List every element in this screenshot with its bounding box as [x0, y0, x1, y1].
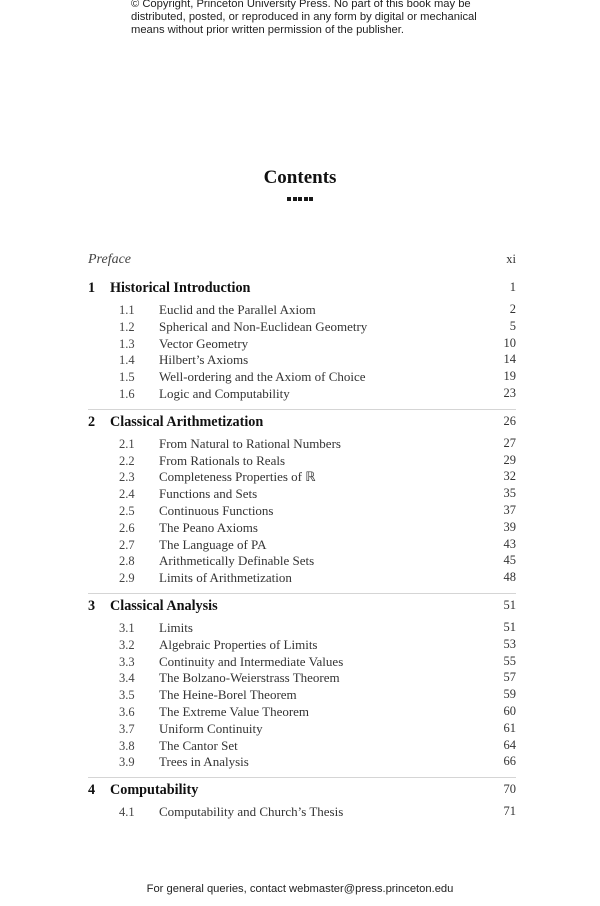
chapter-divider	[88, 777, 516, 778]
section-title: Arithmetically Definable Sets	[159, 553, 315, 569]
toc-section-entry[interactable]	[88, 804, 516, 821]
section-number: 2.4	[119, 487, 135, 502]
section-number: 4.1	[119, 805, 135, 820]
page-number: 43	[503, 536, 516, 551]
page-number: 57	[503, 670, 516, 685]
section-number: 2.3	[119, 470, 135, 485]
section-title: Uniform Continuity	[159, 720, 263, 736]
chapter-divider	[88, 593, 516, 594]
section-number: 1.4	[119, 353, 135, 368]
section-number: 2.9	[119, 571, 135, 586]
page-number: 60	[503, 703, 516, 718]
table-of-contents	[88, 252, 516, 821]
page-number: 35	[503, 486, 516, 501]
section-number: 1.2	[119, 319, 135, 334]
section-title: Functions and Sets	[159, 486, 258, 502]
chapter-number: 2	[88, 413, 96, 430]
section-number: 3.1	[119, 620, 135, 635]
section-title: Trees in Analysis	[159, 754, 249, 770]
section-number: 3.7	[119, 721, 135, 736]
section-title: From Rationals to Reals	[159, 452, 286, 468]
toc-section-entry[interactable]	[88, 503, 516, 520]
page-number: 64	[503, 737, 516, 752]
toc-chapter-entry[interactable]	[88, 782, 516, 804]
page-number: 27	[503, 435, 516, 450]
page-number: 14	[503, 352, 516, 367]
page-number: 26	[503, 413, 516, 428]
section-title: The Heine-Borel Theorem	[159, 687, 297, 703]
toc-section-entry[interactable]	[88, 453, 516, 470]
section-title: Hilbert’s Axioms	[159, 352, 249, 368]
page-number: 37	[503, 502, 516, 517]
toc-section-entry[interactable]	[88, 687, 516, 704]
toc-section-entry[interactable]	[88, 319, 516, 336]
section-number: 3.8	[119, 738, 135, 753]
chapter-title: Classical Analysis	[110, 597, 218, 614]
page-number: 39	[503, 519, 516, 534]
toc-section-entry[interactable]	[88, 486, 516, 503]
section-number: 1.6	[119, 386, 135, 401]
page-number: 70	[503, 782, 516, 797]
chapter-title: Classical Arithmetization	[110, 413, 264, 430]
page-number: 5	[509, 318, 516, 333]
section-number: 2.6	[119, 520, 135, 535]
toc-section-entry[interactable]	[88, 369, 516, 386]
toc-section-entry[interactable]	[88, 754, 516, 771]
page-number: 10	[503, 335, 516, 350]
section-title: Spherical and Non-Euclidean Geometry	[159, 318, 368, 334]
section-title: The Extreme Value Theorem	[159, 703, 310, 719]
page-number: 61	[503, 720, 516, 735]
section-title: The Language of PA	[159, 536, 267, 552]
toc-section-entry[interactable]	[88, 721, 516, 738]
title-ornament	[287, 197, 313, 201]
chapter-divider	[88, 409, 516, 410]
section-number: 2.1	[119, 436, 135, 451]
toc-chapter-entry[interactable]	[88, 414, 516, 436]
section-title: Euclid and the Parallel Axiom	[159, 302, 316, 317]
section-number: 3.2	[119, 637, 135, 652]
contact-footer: For general queries, contact webmaster@press.princeton.edu	[146, 883, 454, 895]
toc-section-entry[interactable]	[88, 352, 516, 369]
section-number: 2.7	[119, 537, 135, 552]
page-number: 71	[503, 804, 516, 819]
toc-entry-preface[interactable]	[88, 252, 516, 276]
chapter-title: Historical Introduction	[110, 280, 251, 296]
chapter-number: 1	[88, 280, 96, 296]
toc-section-entry[interactable]	[88, 302, 516, 319]
toc-section-entry[interactable]	[88, 620, 516, 637]
toc-section-entry[interactable]	[88, 386, 516, 403]
page-number: 59	[503, 687, 516, 702]
section-title: Continuity and Intermediate Values	[159, 653, 344, 669]
section-number: 1.5	[119, 370, 135, 385]
page-number: 29	[503, 452, 516, 467]
section-number: 3.5	[119, 688, 135, 703]
section-title: The Peano Axioms	[159, 519, 258, 535]
chapter-number: 4	[88, 782, 96, 799]
section-number: 2.2	[119, 453, 135, 468]
section-title: Vector Geometry	[159, 335, 249, 351]
toc-section-entry[interactable]	[88, 336, 516, 353]
page-number: 53	[503, 636, 516, 651]
toc-section-entry[interactable]	[88, 520, 516, 537]
section-title: Algebraic Properties of Limits	[159, 636, 318, 652]
section-title: Logic and Computability	[159, 385, 290, 401]
section-number: 3.3	[119, 654, 135, 669]
section-number: 3.4	[119, 671, 135, 686]
section-number: 2.8	[119, 554, 135, 569]
page-number: 48	[503, 570, 516, 585]
page-number: 55	[503, 653, 516, 668]
section-title: Completeness Properties of ℝ	[159, 469, 316, 485]
section-title: The Bolzano-Weierstrass Theorem	[159, 670, 340, 686]
section-number: 3.9	[119, 755, 135, 770]
toc-section-entry[interactable]	[88, 436, 516, 453]
toc-section-entry[interactable]	[88, 704, 516, 721]
page-number: 19	[503, 369, 516, 384]
section-title: The Cantor Set	[159, 737, 238, 753]
toc-chapter-entry[interactable]	[88, 598, 516, 620]
toc-section-entry[interactable]	[88, 670, 516, 687]
toc-section-entry[interactable]	[88, 553, 516, 570]
page-number: 1	[509, 280, 516, 294]
chapter-number: 3	[88, 597, 96, 614]
section-number: 3.6	[119, 704, 135, 719]
toc-section-entry[interactable]	[88, 654, 516, 671]
section-title: Continuous Functions	[159, 502, 274, 518]
page-number: 23	[503, 385, 516, 400]
page-number: 45	[503, 553, 516, 568]
page-number: 51	[503, 619, 516, 634]
page-number: 51	[503, 597, 516, 612]
chapter-title: Computability	[110, 782, 199, 799]
page-number: xi	[506, 252, 516, 266]
section-title: From Natural to Rational Numbers	[159, 435, 341, 451]
section-title: Limits	[159, 619, 193, 635]
section-number: 2.5	[119, 503, 135, 518]
toc-section-entry[interactable]	[88, 537, 516, 554]
toc-section-entry[interactable]	[88, 570, 516, 587]
page-number: 32	[503, 469, 516, 484]
toc-chapter-entry[interactable]	[88, 280, 516, 302]
preface-label: Preface	[88, 252, 132, 267]
section-title: Computability and Church’s Thesis	[159, 804, 344, 820]
copyright-notice: © Copyright, Princeton University Press. No part of this book may be distributed, posted, or reproduced in any form by digital or mechanical means without prior written permission of the publisher.	[131, 0, 477, 37]
toc-section-entry[interactable]	[88, 738, 516, 755]
section-number: 1.3	[119, 336, 135, 351]
section-title: Well-ordering and the Axiom of Choice	[159, 369, 366, 385]
page-number: 2	[509, 302, 516, 316]
page-title: Contents	[263, 167, 337, 188]
page-number: 66	[503, 754, 516, 769]
toc-section-entry[interactable]	[88, 469, 516, 486]
section-number: 1.1	[119, 303, 135, 317]
toc-section-entry[interactable]	[88, 637, 516, 654]
section-title: Limits of Arithmetization	[159, 570, 292, 586]
